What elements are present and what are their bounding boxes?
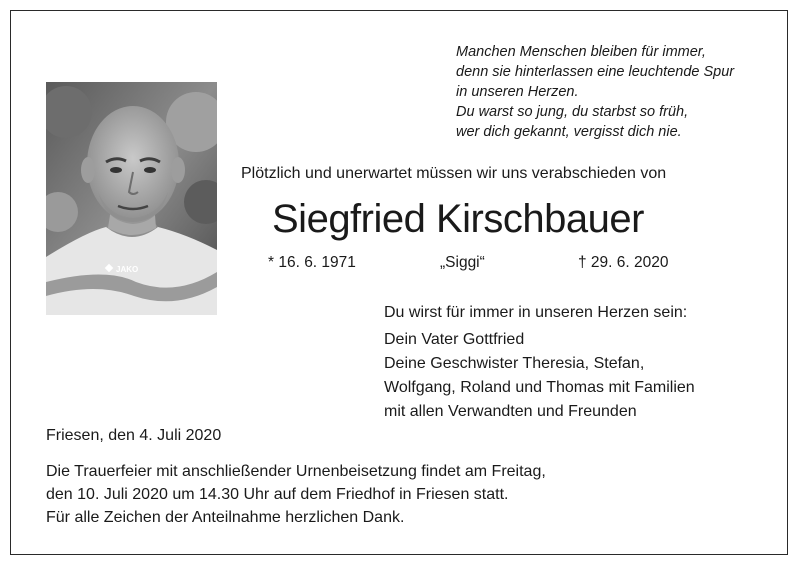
poem-line: in unseren Herzen. xyxy=(456,84,579,100)
nickname: „Siggi“ xyxy=(440,254,485,271)
mourner-line: Deine Geschwister Theresia, Stefan, xyxy=(384,355,645,372)
intro-text: Plötzlich und unerwartet müssen wir uns verabschieden von xyxy=(241,165,667,182)
deceased-name: Siegfried Kirschbauer xyxy=(272,197,644,241)
place-date: Friesen, den 4. Juli 2020 xyxy=(46,427,222,444)
mourners-block xyxy=(384,301,695,424)
birth-date: * 16. 6. 1971 xyxy=(268,254,356,271)
death-date: † 29. 6. 2020 xyxy=(578,254,669,271)
mourner-line: mit allen Verwandten und Freunden xyxy=(384,403,637,420)
poem-line: wer dich gekannt, vergisst dich nie. xyxy=(456,124,682,140)
mourner-line: Dein Vater Gottfried xyxy=(384,331,525,348)
funeral-line: den 10. Juli 2020 um 14.30 Uhr auf dem Friedhof in Friesen statt. xyxy=(46,486,509,503)
mourners-lead: Du wirst für immer in unseren Herzen sein: xyxy=(384,304,688,321)
memorial-poem xyxy=(456,42,786,142)
mourner-line: Wolfgang, Roland und Thomas mit Familien xyxy=(384,379,695,396)
funeral-line: Die Trauerfeier mit anschließender Urnenbeisetzung findet am Freitag, xyxy=(46,463,546,480)
funeral-line: Für alle Zeichen der Anteilnahme herzlichen Dank. xyxy=(46,509,405,526)
poem-line: Du warst so jung, du starbst so früh, xyxy=(456,104,689,120)
poem-line: Manchen Menschen bleiben für immer, xyxy=(456,44,706,60)
shirt-logo-text: JAKO xyxy=(116,265,139,274)
poem-line: denn sie hinterlassen eine leuchtende Spur xyxy=(456,64,735,80)
funeral-info xyxy=(46,460,546,529)
portrait-photo xyxy=(46,82,217,315)
